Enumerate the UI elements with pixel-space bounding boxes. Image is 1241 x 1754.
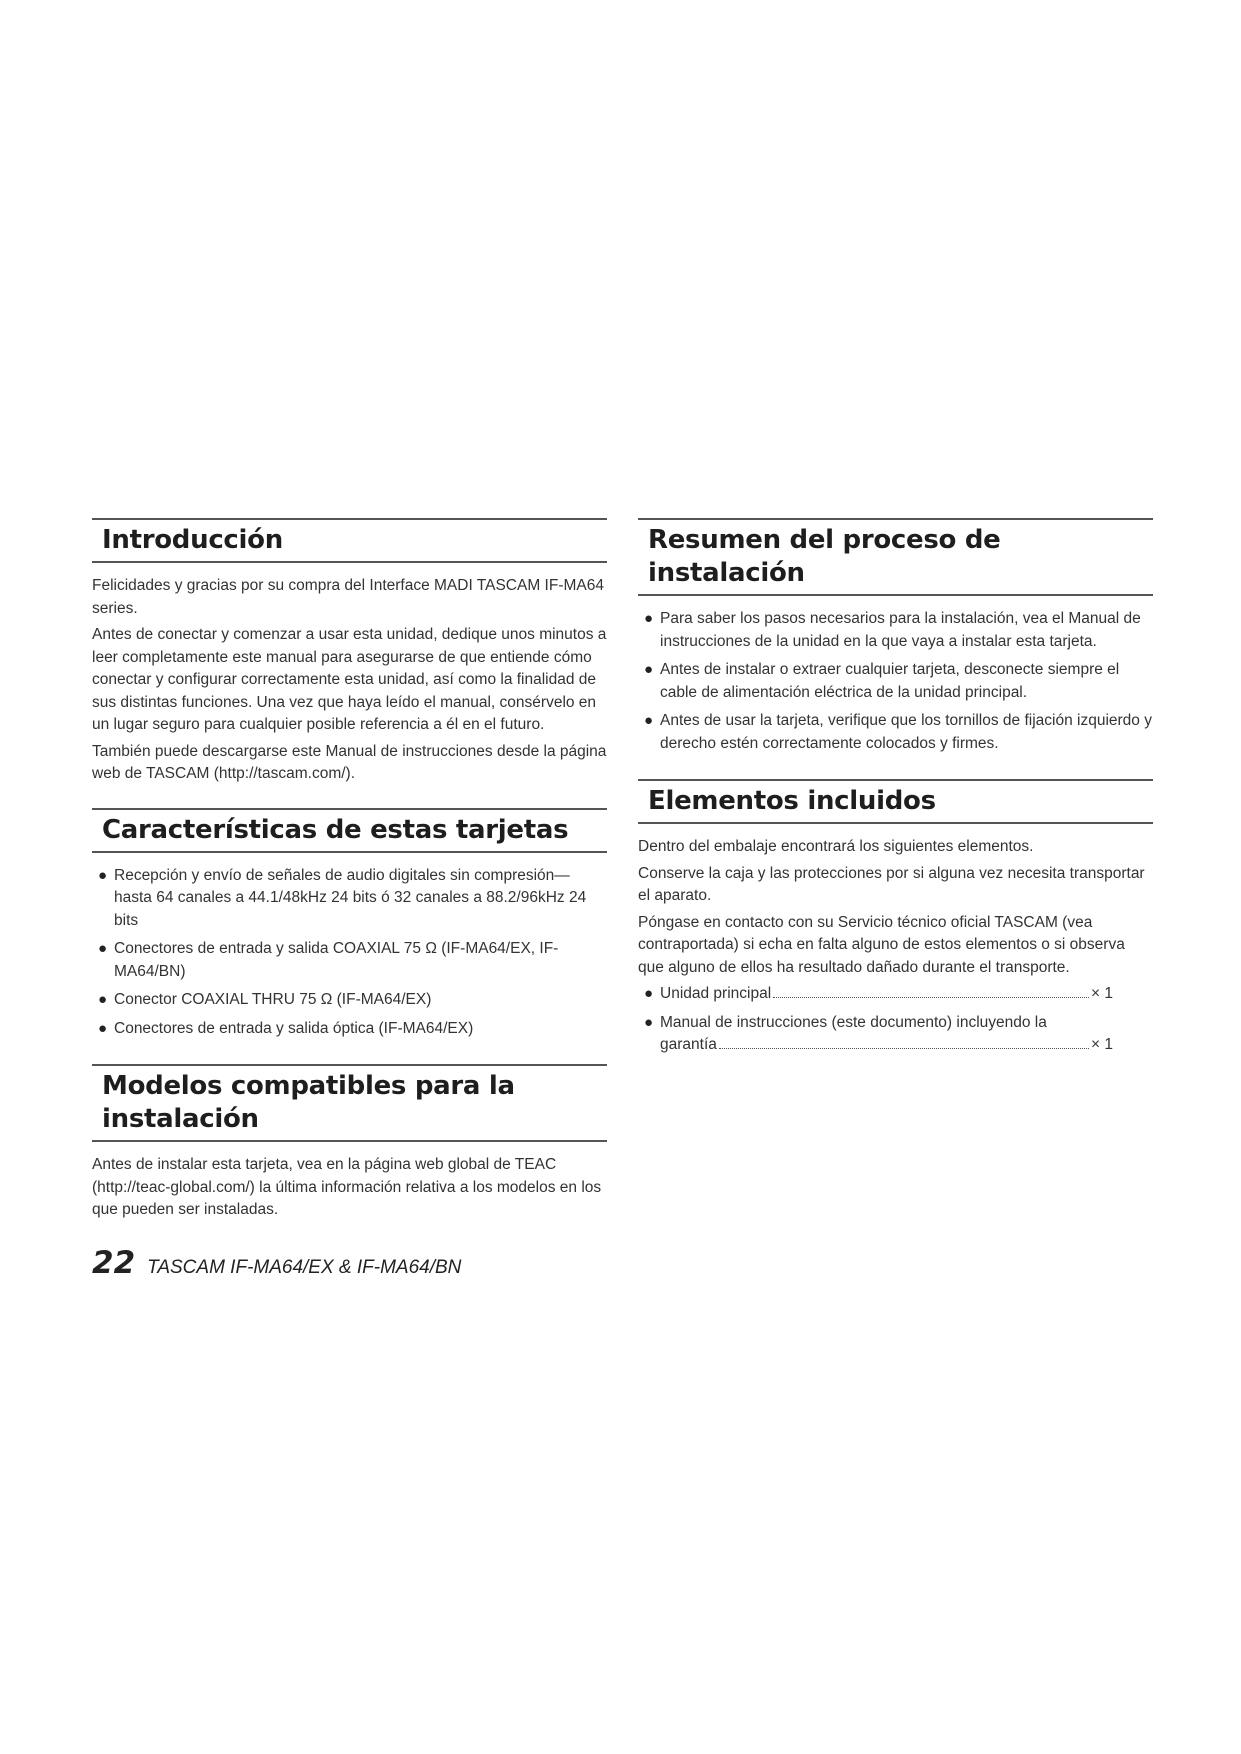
list-item: ● Conectores de entrada y salida COAXIAL 75 Ω (IF-MA64/EX, IF-MA64/BN) xyxy=(98,940,559,980)
bullet-icon: ● xyxy=(644,610,654,627)
list-item: ● Antes de usar la tarjeta, verifique que los tornillos de fijación izquierdo y derecho estén correctamente colocados y firmes. xyxy=(644,712,1152,752)
dot-leader xyxy=(719,1048,1089,1049)
intro-heading-box xyxy=(92,518,607,563)
item-label-cont: garantía xyxy=(660,1036,717,1053)
list-item xyxy=(638,983,1153,1006)
features-heading-box xyxy=(92,808,607,853)
models-heading-box xyxy=(92,1064,607,1142)
intro-paragraph-1: Felicidades y gracias por su compra del Interface MADI TASCAM IF-MA64 series. xyxy=(92,577,604,617)
dot-leader xyxy=(773,997,1089,998)
included-paragraph-1: Dentro del embalaje encontrará los siguientes elementos. xyxy=(638,838,1034,855)
intro-paragraph-3: También puede descargarse este Manual de instrucciones desde la página web de TASCAM (http://tascam.com/). xyxy=(92,742,607,782)
list-item xyxy=(638,1012,1153,1057)
intro-paragraph-2: Antes de conectar y comenzar a usar esta unidad, dedique unos minutos a leer completamente este manual para asegurarse de que entiende cómo conectar y configurar correctamente esta unidad, así como la finalidad de sus distintas funciones. Una vez que haya leído el manual, consérvelo en un lugar seguro para cualquier posible referencia a él en el futuro. xyxy=(92,626,607,733)
list-item: ● Para saber los pasos necesarios para la instalación, vea el Manual de instrucciones de la unidad en la que vaya a instalar esta tarjeta. xyxy=(644,610,1141,650)
bullet-icon: ● xyxy=(98,940,108,957)
included-title: Elementos incluidos xyxy=(648,786,936,816)
summary-title: Resumen del proceso de instalación xyxy=(648,525,1001,588)
list-item: ● Conectores de entrada y salida óptica (IF-MA64/EX) xyxy=(92,1018,607,1041)
bullet-icon: ● xyxy=(644,712,654,729)
list-item: ● Antes de instalar o extraer cualquier tarjeta, desconecte siempre el cable de alimentación eléctrica de la unidad principal. xyxy=(644,661,1120,701)
models-title: Modelos compatibles para la instalación xyxy=(102,1071,515,1134)
summary-list xyxy=(638,608,1153,755)
item-quantity: × 1 xyxy=(1091,1036,1113,1053)
document-title: TASCAM IF-MA64/EX & IF-MA64/BN xyxy=(147,1257,462,1278)
intro-title: Introducción xyxy=(102,525,283,555)
features-title: Características de estas tarjetas xyxy=(102,814,569,845)
summary-heading-box xyxy=(638,518,1153,596)
right-column xyxy=(638,518,1153,1063)
page-number: 22 xyxy=(92,1245,136,1281)
bullet-icon: ● xyxy=(98,991,108,1008)
bullet-icon: ● xyxy=(644,661,654,678)
included-heading-box xyxy=(638,779,1153,824)
bullet-icon: ● xyxy=(98,1019,108,1037)
item-quantity: × 1 xyxy=(1091,985,1113,1002)
bullet-icon: ● xyxy=(644,985,654,1002)
included-items-list xyxy=(638,983,1153,1057)
list-item: ● Conector COAXIAL THRU 75 Ω (IF-MA64/EX) xyxy=(92,989,607,1012)
item-label: Unidad principal xyxy=(660,985,772,1002)
included-paragraph-2: Conserve la caja y las protecciones por si alguna vez necesita transportar el aparato. xyxy=(638,864,1145,904)
features-list xyxy=(92,865,607,1041)
item-label: Manual de instrucciones (este documento) incluyendo la xyxy=(660,1013,1047,1031)
bullet-icon: ● xyxy=(644,1013,654,1031)
models-paragraph: Antes de instalar esta tarjeta, vea en la página web global de TEAC (http://teac-global.com/) la última información relativa a los modelos en los que pueden ser instaladas. xyxy=(92,1156,602,1218)
included-paragraph-3: Póngase en contacto con su Servicio técnico oficial TASCAM (vea contraportada) si echa en falta alguno de estos elementos o si observa que alguno de ellos ha resultado dañado durante el transporte. xyxy=(638,913,1125,976)
left-column xyxy=(92,518,607,1226)
bullet-icon: ● xyxy=(98,866,108,884)
list-item: ● Recepción y envío de señales de audio digitales sin compresión—hasta 64 canales a 44.1/48kHz 24 bits ó 32 canales a 88.2/96kHz 24 bits xyxy=(98,866,587,929)
page-footer xyxy=(92,1245,461,1281)
